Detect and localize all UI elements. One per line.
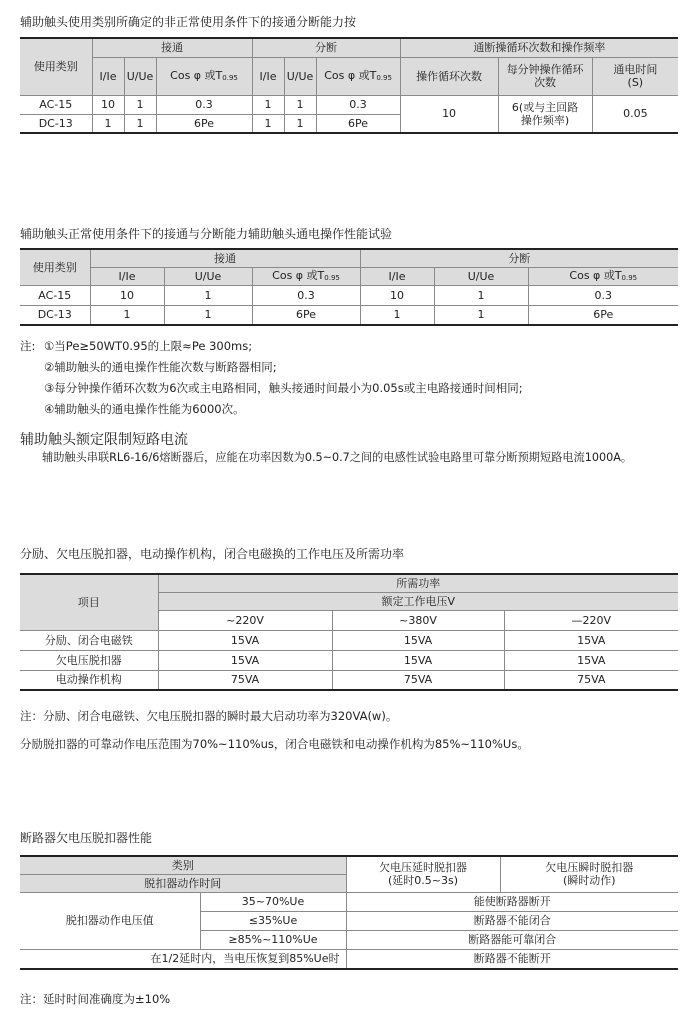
s2-row1-ie: 10 — [90, 285, 164, 305]
s4-row1-b: 15VA — [332, 630, 504, 650]
s2-sub-ie: I/Ie — [90, 267, 164, 285]
s2-sub-bue: U/Ue — [434, 267, 528, 285]
s1-time: 0.05 — [592, 95, 678, 133]
s1-row1-bie: 1 — [252, 95, 284, 114]
s1-sub-time: 通电时间(S) — [592, 57, 678, 95]
s4-note-1: 注：分励、闭合电磁铁、欠电压脱扣器的瞬时最大启动功率为320VA(w)。 — [20, 709, 398, 723]
s1-row1-ie: 10 — [92, 95, 124, 114]
s5-col-instant-line1: 欠电压瞬时脱扣器 — [545, 861, 634, 875]
s4-row3-item: 电动操作机构 — [20, 670, 158, 690]
s5-last-label: 在1/2延时内，当电压恢复到85%Ue时 — [20, 949, 346, 969]
section1-table — [20, 37, 678, 134]
s1-row1-cos: 0.3 — [156, 95, 252, 114]
s4-row3-a: 75VA — [158, 670, 332, 690]
s4-row2-item: 欠电压脱扣器 — [20, 650, 158, 670]
s1-row2-bue: 1 — [284, 114, 316, 133]
s5-col-category: 类别 — [20, 856, 346, 874]
s2-row2-ie: 1 — [90, 305, 164, 325]
s1-sub-per-min: 每分钟操作循环次数 — [498, 57, 592, 95]
s1-col-category: 使用类别 — [20, 38, 92, 95]
s5-col-delay-line2: (延时0.5~3s) — [387, 874, 459, 888]
s2-row2-bcos: 6Pe — [528, 305, 678, 325]
s1-row1-bue: 1 — [284, 95, 316, 114]
s4-row2-b: 15VA — [332, 650, 504, 670]
s1-row1-ue: 1 — [124, 95, 156, 114]
s5-note: 注：延时时间准确度为±10% — [20, 992, 171, 1006]
s4-note-2: 分励脱扣器的可靠动作电压范围为70%~110%us，闭合电磁铁和电动操作机构为85%~110%Us。 — [20, 737, 529, 751]
s1-per-min: 6(或与主回路操作频率) — [498, 95, 592, 133]
s5-row2-range: ≤35%Ue — [200, 911, 346, 930]
s4-row1-item: 分励、闭合电磁铁 — [20, 630, 158, 650]
s2-notes-label: 注: — [20, 339, 36, 353]
s4-row1-c: 15VA — [504, 630, 678, 650]
s5-row-label: 脱扣器动作电压值 — [20, 892, 200, 949]
s2-group-make: 接通 — [90, 249, 360, 267]
s4-row2-a: 15VA — [158, 650, 332, 670]
s4-group-power: 所需功率 — [158, 574, 678, 592]
s5-row1-result: 能使断路器断开 — [346, 892, 678, 911]
s1-sub-ue: U/Ue — [124, 57, 156, 95]
s5-row3-result: 断路器能可靠闭合 — [346, 930, 678, 949]
s1-group-make: 接通 — [92, 38, 252, 57]
s1-group-ops: 通断操循环次数和操作频率 — [400, 38, 678, 57]
section1-title: 辅助触头使用类别所确定的非正常使用条件下的接通分断能力按 — [20, 15, 357, 29]
s1-row2-bcos: 6Pe — [316, 114, 400, 133]
section3-heading: 辅助触头额定限制短路电流 — [20, 432, 188, 448]
s4-v3: —220V — [504, 610, 678, 630]
s5-last-result: 断路器不能断开 — [346, 949, 678, 969]
s1-group-break: 分断 — [252, 38, 400, 57]
s2-row2-cat: DC-13 — [20, 305, 90, 325]
s2-sub-bie: I/Ie — [360, 267, 434, 285]
s1-sub-ie: I/Ie — [92, 57, 124, 95]
s4-row3-b: 75VA — [332, 670, 504, 690]
section5-table — [20, 855, 678, 970]
s2-group-break: 分断 — [360, 249, 678, 267]
s2-row2-bue: 1 — [434, 305, 528, 325]
s4-row3-c: 75VA — [504, 670, 678, 690]
section3-text: 辅助触头串联RL6-16/6熔断器后，应能在功率因数为0.5~0.7之间的电感性试验电路里可靠分断预期短路电流1000A。 — [42, 451, 633, 464]
s1-sub-bcos: Cos φ 或$T_{0.95}$ — [316, 57, 400, 95]
s2-note-2: ②辅助触头的通电操作性能次数与断路器相同; — [44, 360, 277, 374]
s1-sub-cos: Cos φ 或$T_{0.95}$ — [156, 57, 252, 95]
s2-row1-bie: 10 — [360, 285, 434, 305]
s4-col-item: 项目 — [20, 574, 158, 630]
s5-col-delay — [346, 856, 500, 892]
s1-row1-cat: AC-15 — [20, 95, 92, 114]
s4-group-voltage: 额定工作电压V — [158, 592, 678, 610]
s1-cycles: 10 — [400, 95, 498, 133]
s2-row1-bcos: 0.3 — [528, 285, 678, 305]
s2-sub-ue: U/Ue — [164, 267, 252, 285]
section4-table — [20, 573, 678, 691]
s5-row2-result: 断路器不能闭合 — [346, 911, 678, 930]
s2-row1-cos: 0.3 — [252, 285, 360, 305]
section2-title: 辅助触头正常使用条件下的接通与分断能力辅助触头通电操作性能试验 — [20, 227, 393, 241]
s5-col-instant-line2: (瞬时动作) — [562, 874, 616, 888]
s2-note-1: ①当Pe≥50WT0.95的上限≈Pe 300ms; — [44, 339, 253, 353]
s1-sub-bie: I/Ie — [252, 57, 284, 95]
s4-row1-a: 15VA — [158, 630, 332, 650]
s2-sub-bcos: Cos φ 或$T_{0.95}$ — [528, 267, 678, 285]
s2-row2-bie: 1 — [360, 305, 434, 325]
s2-row2-ue: 1 — [164, 305, 252, 325]
section4-title: 分励、欠电压脱扣器，电动操作机构，闭合电磁换的工作电压及所需功率 — [20, 547, 405, 561]
s2-row1-bue: 1 — [434, 285, 528, 305]
s2-row2-cos: 6Pe — [252, 305, 360, 325]
s2-note-4: ④辅助触头的通电操作性能为6000次。 — [44, 402, 245, 416]
s2-col-category: 使用类别 — [20, 249, 90, 285]
s5-row1-range: 35~70%Ue — [200, 892, 346, 911]
s1-row2-bie: 1 — [252, 114, 284, 133]
s1-row2-cos: 6Pe — [156, 114, 252, 133]
s5-row3-range: ≥85%~110%Ue — [200, 930, 346, 949]
s1-row2-ue: 1 — [124, 114, 156, 133]
s2-sub-cos: Cos φ 或$T_{0.95}$ — [252, 267, 360, 285]
s4-v2: ~380V — [332, 610, 504, 630]
s5-col-delay-line1: 欠电压延时脱扣器 — [379, 861, 467, 875]
s4-row2-c: 15VA — [504, 650, 678, 670]
s1-sub-cycles: 操作循环次数 — [400, 57, 498, 95]
s1-row2-ie: 1 — [92, 114, 124, 133]
section5-title: 断路器欠电压脱扣器性能 — [20, 831, 153, 845]
s5-col-time: 脱扣器动作时间 — [20, 874, 346, 892]
s1-row1-bcos: 0.3 — [316, 95, 400, 114]
s2-note-3: ③每分钟操作循环次数为6次或主电路相同，触头接通时间最小为0.05s或主电路接通时间相同; — [44, 381, 523, 395]
s1-row2-cat: DC-13 — [20, 114, 92, 133]
s5-col-instant — [500, 856, 678, 892]
s1-sub-bue: U/Ue — [284, 57, 316, 95]
s2-row1-cat: AC-15 — [20, 285, 90, 305]
s2-row1-ue: 1 — [164, 285, 252, 305]
s4-v1: ~220V — [158, 610, 332, 630]
section2-table — [20, 248, 678, 326]
